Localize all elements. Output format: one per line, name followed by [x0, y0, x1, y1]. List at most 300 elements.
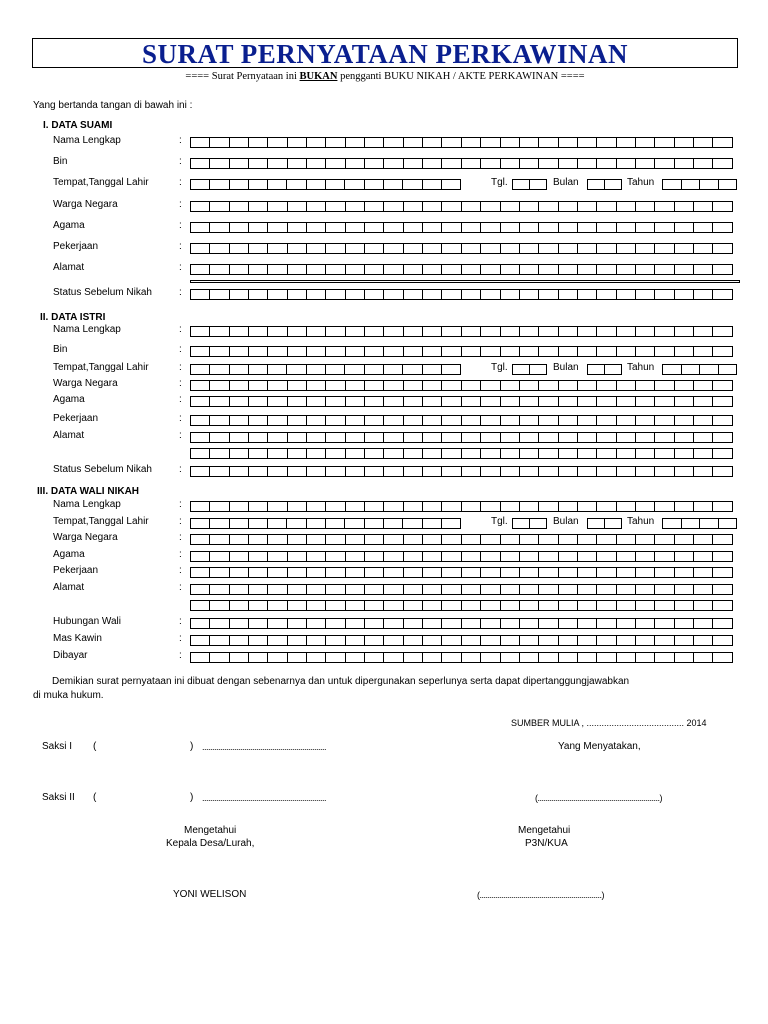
char-box[interactable]: [674, 326, 694, 337]
char-box[interactable]: [712, 346, 732, 357]
char-box[interactable]: [190, 584, 210, 595]
char-box[interactable]: [229, 201, 249, 212]
char-box[interactable]: [674, 432, 694, 443]
char-box[interactable]: [654, 501, 674, 512]
char-box[interactable]: [403, 158, 423, 169]
char-box[interactable]: [558, 396, 578, 407]
char-box[interactable]: [229, 635, 249, 646]
char-box[interactable]: [402, 179, 422, 190]
char-box[interactable]: [403, 584, 423, 595]
char-box[interactable]: [345, 635, 365, 646]
char-box[interactable]: [422, 289, 442, 300]
char-box[interactable]: [577, 243, 597, 254]
char-box[interactable]: [519, 635, 539, 646]
char-box[interactable]: [422, 501, 442, 512]
char-box[interactable]: [699, 179, 719, 190]
char-box[interactable]: [461, 432, 481, 443]
char-box[interactable]: [538, 466, 558, 477]
char-box[interactable]: [345, 264, 365, 275]
char-box[interactable]: [422, 364, 442, 375]
char-box[interactable]: [190, 364, 210, 375]
char-box[interactable]: [616, 326, 636, 337]
char-box[interactable]: [616, 618, 636, 629]
char-box[interactable]: [364, 137, 384, 148]
wali-dibayar-boxes[interactable]: [190, 652, 732, 663]
char-box[interactable]: [267, 222, 287, 233]
char-box[interactable]: [403, 567, 423, 578]
char-box[interactable]: [577, 635, 597, 646]
char-box[interactable]: [383, 264, 403, 275]
char-box[interactable]: [364, 396, 384, 407]
char-box[interactable]: [596, 326, 616, 337]
char-box[interactable]: [500, 346, 520, 357]
char-box[interactable]: [635, 158, 655, 169]
char-box[interactable]: [461, 618, 481, 629]
char-box[interactable]: [248, 584, 268, 595]
char-box[interactable]: [596, 567, 616, 578]
char-box[interactable]: [519, 432, 539, 443]
char-box[interactable]: [596, 534, 616, 545]
char-box[interactable]: [306, 501, 326, 512]
char-box[interactable]: [422, 448, 442, 459]
char-box[interactable]: [616, 534, 636, 545]
char-box[interactable]: [190, 137, 210, 148]
char-box[interactable]: [403, 289, 423, 300]
char-box[interactable]: [616, 222, 636, 233]
char-box[interactable]: [558, 618, 578, 629]
char-box[interactable]: [306, 179, 326, 190]
char-box[interactable]: [248, 380, 268, 391]
char-box[interactable]: [229, 326, 249, 337]
char-box[interactable]: [674, 501, 694, 512]
char-box[interactable]: [383, 432, 403, 443]
char-box[interactable]: [712, 201, 732, 212]
char-box[interactable]: [364, 635, 384, 646]
char-box[interactable]: [441, 243, 461, 254]
char-box[interactable]: [209, 158, 229, 169]
char-box[interactable]: [229, 432, 249, 443]
char-box[interactable]: [422, 466, 442, 477]
char-box[interactable]: [306, 466, 326, 477]
char-box[interactable]: [306, 396, 326, 407]
char-box[interactable]: [558, 652, 578, 663]
char-box[interactable]: [306, 448, 326, 459]
char-box[interactable]: [403, 222, 423, 233]
char-box[interactable]: [500, 289, 520, 300]
char-box[interactable]: [577, 567, 597, 578]
char-box[interactable]: [693, 448, 713, 459]
char-box[interactable]: [500, 415, 520, 426]
char-box[interactable]: [596, 432, 616, 443]
char-box[interactable]: [190, 600, 210, 611]
char-box[interactable]: [190, 501, 210, 512]
char-box[interactable]: [422, 635, 442, 646]
char-box[interactable]: [616, 346, 636, 357]
char-box[interactable]: [383, 501, 403, 512]
char-box[interactable]: [604, 364, 622, 375]
char-box[interactable]: [654, 222, 674, 233]
char-box[interactable]: [538, 222, 558, 233]
char-box[interactable]: [422, 600, 442, 611]
char-box[interactable]: [422, 222, 442, 233]
char-box[interactable]: [345, 415, 365, 426]
suami-bin-boxes[interactable]: [190, 158, 732, 169]
char-box[interactable]: [577, 600, 597, 611]
char-box[interactable]: [364, 415, 384, 426]
char-box[interactable]: [616, 635, 636, 646]
char-box[interactable]: [480, 448, 500, 459]
char-box[interactable]: [383, 652, 403, 663]
char-box[interactable]: [558, 567, 578, 578]
char-box[interactable]: [383, 448, 403, 459]
char-box[interactable]: [306, 346, 326, 357]
char-box[interactable]: [635, 264, 655, 275]
char-box[interactable]: [712, 618, 732, 629]
char-box[interactable]: [422, 584, 442, 595]
wali-alamat-line2[interactable]: [190, 600, 732, 611]
char-box[interactable]: [441, 137, 461, 148]
char-box[interactable]: [267, 179, 287, 190]
char-box[interactable]: [287, 534, 307, 545]
wali-alamat-boxes[interactable]: [190, 584, 732, 595]
char-box[interactable]: [422, 551, 442, 562]
char-box[interactable]: [286, 179, 306, 190]
char-box[interactable]: [383, 518, 403, 529]
char-box[interactable]: [519, 584, 539, 595]
char-box[interactable]: [616, 600, 636, 611]
char-box[interactable]: [287, 432, 307, 443]
sections.suami-tgl-boxes[interactable]: [512, 179, 546, 190]
char-box[interactable]: [461, 501, 481, 512]
char-box[interactable]: [616, 448, 636, 459]
char-box[interactable]: [345, 466, 365, 477]
char-box[interactable]: [519, 158, 539, 169]
char-box[interactable]: [287, 201, 307, 212]
char-box[interactable]: [325, 201, 345, 212]
char-box[interactable]: [500, 158, 520, 169]
char-box[interactable]: [325, 289, 345, 300]
char-box[interactable]: [248, 466, 268, 477]
char-box[interactable]: [229, 567, 249, 578]
char-box[interactable]: [587, 518, 605, 529]
char-box[interactable]: [461, 415, 481, 426]
char-box[interactable]: [267, 396, 287, 407]
char-box[interactable]: [345, 652, 365, 663]
char-box[interactable]: [480, 466, 500, 477]
char-box[interactable]: [209, 243, 229, 254]
char-box[interactable]: [681, 179, 701, 190]
char-box[interactable]: [480, 264, 500, 275]
char-box[interactable]: [461, 380, 481, 391]
char-box[interactable]: [480, 137, 500, 148]
char-box[interactable]: [500, 243, 520, 254]
char-box[interactable]: [190, 380, 210, 391]
char-box[interactable]: [616, 415, 636, 426]
char-box[interactable]: [248, 518, 268, 529]
char-box[interactable]: [403, 396, 423, 407]
char-box[interactable]: [325, 501, 345, 512]
char-box[interactable]: [422, 415, 442, 426]
char-box[interactable]: [441, 158, 461, 169]
char-box[interactable]: [306, 222, 326, 233]
char-box[interactable]: [712, 396, 732, 407]
wali-agama-boxes[interactable]: [190, 551, 732, 562]
char-box[interactable]: [712, 584, 732, 595]
char-box[interactable]: [248, 635, 268, 646]
char-box[interactable]: [402, 364, 422, 375]
char-box[interactable]: [500, 652, 520, 663]
istri-alamat-boxes[interactable]: [190, 432, 732, 443]
char-box[interactable]: [267, 243, 287, 254]
char-box[interactable]: [480, 567, 500, 578]
char-box[interactable]: [364, 179, 384, 190]
char-box[interactable]: [422, 158, 442, 169]
char-box[interactable]: [519, 264, 539, 275]
char-box[interactable]: [693, 415, 713, 426]
char-box[interactable]: [422, 652, 442, 663]
char-box[interactable]: [441, 501, 461, 512]
char-box[interactable]: [480, 396, 500, 407]
char-box[interactable]: [267, 380, 287, 391]
char-box[interactable]: [538, 584, 558, 595]
char-box[interactable]: [635, 618, 655, 629]
char-box[interactable]: [325, 326, 345, 337]
char-box[interactable]: [635, 635, 655, 646]
char-box[interactable]: [287, 137, 307, 148]
istri-pekerjaan-boxes[interactable]: [190, 415, 732, 426]
char-box[interactable]: [500, 551, 520, 562]
char-box[interactable]: [693, 201, 713, 212]
char-box[interactable]: [577, 432, 597, 443]
char-box[interactable]: [229, 243, 249, 254]
char-box[interactable]: [345, 534, 365, 545]
char-box[interactable]: [364, 158, 384, 169]
char-box[interactable]: [616, 158, 636, 169]
char-box[interactable]: [662, 179, 682, 190]
char-box[interactable]: [345, 551, 365, 562]
char-box[interactable]: [519, 448, 539, 459]
char-box[interactable]: [674, 466, 694, 477]
char-box[interactable]: [422, 518, 442, 529]
char-box[interactable]: [693, 618, 713, 629]
sections.wali-tahun-boxes[interactable]: [662, 518, 736, 529]
wali-nama-boxes[interactable]: [190, 501, 732, 512]
char-box[interactable]: [693, 635, 713, 646]
char-box[interactable]: [344, 518, 364, 529]
char-box[interactable]: [558, 326, 578, 337]
char-box[interactable]: [403, 501, 423, 512]
char-box[interactable]: [616, 551, 636, 562]
char-box[interactable]: [480, 534, 500, 545]
char-box[interactable]: [674, 201, 694, 212]
char-box[interactable]: [267, 567, 287, 578]
char-box[interactable]: [681, 518, 701, 529]
char-box[interactable]: [480, 415, 500, 426]
char-box[interactable]: [674, 380, 694, 391]
char-box[interactable]: [596, 264, 616, 275]
char-box[interactable]: [287, 289, 307, 300]
char-box[interactable]: [209, 396, 229, 407]
char-box[interactable]: [209, 518, 229, 529]
char-box[interactable]: [654, 635, 674, 646]
char-box[interactable]: [674, 264, 694, 275]
char-box[interactable]: [538, 158, 558, 169]
char-box[interactable]: [480, 635, 500, 646]
istri-status-boxes[interactable]: [190, 466, 732, 477]
char-box[interactable]: [287, 584, 307, 595]
char-box[interactable]: [383, 326, 403, 337]
char-box[interactable]: [674, 448, 694, 459]
suami-warga-boxes[interactable]: [190, 201, 732, 212]
char-box[interactable]: [500, 380, 520, 391]
char-box[interactable]: [441, 618, 461, 629]
char-box[interactable]: [558, 534, 578, 545]
char-box[interactable]: [461, 289, 481, 300]
suami-nama-boxes[interactable]: [190, 137, 732, 148]
char-box[interactable]: [712, 289, 732, 300]
char-box[interactable]: [693, 380, 713, 391]
char-box[interactable]: [500, 600, 520, 611]
char-box[interactable]: [538, 326, 558, 337]
char-box[interactable]: [325, 652, 345, 663]
char-box[interactable]: [461, 534, 481, 545]
char-box[interactable]: [287, 501, 307, 512]
char-box[interactable]: [306, 243, 326, 254]
char-box[interactable]: [287, 466, 307, 477]
char-box[interactable]: [190, 534, 210, 545]
char-box[interactable]: [325, 380, 345, 391]
char-box[interactable]: [229, 179, 249, 190]
char-box[interactable]: [441, 289, 461, 300]
char-box[interactable]: [558, 158, 578, 169]
char-box[interactable]: [596, 635, 616, 646]
char-box[interactable]: [248, 600, 268, 611]
char-box[interactable]: [681, 364, 701, 375]
char-box[interactable]: [209, 179, 229, 190]
char-box[interactable]: [577, 201, 597, 212]
char-box[interactable]: [577, 380, 597, 391]
char-box[interactable]: [596, 600, 616, 611]
char-box[interactable]: [635, 326, 655, 337]
char-box[interactable]: [383, 201, 403, 212]
char-box[interactable]: [422, 346, 442, 357]
char-box[interactable]: [654, 466, 674, 477]
char-box[interactable]: [441, 264, 461, 275]
char-box[interactable]: [693, 551, 713, 562]
char-box[interactable]: [461, 466, 481, 477]
char-box[interactable]: [209, 326, 229, 337]
char-box[interactable]: [441, 534, 461, 545]
char-box[interactable]: [267, 518, 287, 529]
char-box[interactable]: [422, 380, 442, 391]
char-box[interactable]: [441, 635, 461, 646]
char-box[interactable]: [596, 448, 616, 459]
char-box[interactable]: [635, 567, 655, 578]
char-box[interactable]: [674, 137, 694, 148]
char-box[interactable]: [248, 567, 268, 578]
char-box[interactable]: [480, 158, 500, 169]
char-box[interactable]: [461, 137, 481, 148]
char-box[interactable]: [519, 600, 539, 611]
char-box[interactable]: [596, 380, 616, 391]
char-box[interactable]: [229, 448, 249, 459]
char-box[interactable]: [461, 396, 481, 407]
char-box[interactable]: [190, 179, 210, 190]
char-box[interactable]: [461, 326, 481, 337]
char-box[interactable]: [364, 518, 384, 529]
char-box[interactable]: [654, 600, 674, 611]
char-box[interactable]: [364, 364, 384, 375]
char-box[interactable]: [190, 264, 210, 275]
char-box[interactable]: [712, 222, 732, 233]
char-box[interactable]: [718, 518, 738, 529]
char-box[interactable]: [674, 618, 694, 629]
char-box[interactable]: [422, 396, 442, 407]
char-box[interactable]: [480, 222, 500, 233]
char-box[interactable]: [422, 534, 442, 545]
char-box[interactable]: [654, 201, 674, 212]
char-box[interactable]: [693, 432, 713, 443]
char-box[interactable]: [190, 518, 210, 529]
char-box[interactable]: [577, 501, 597, 512]
char-box[interactable]: [538, 201, 558, 212]
char-box[interactable]: [287, 346, 307, 357]
char-box[interactable]: [229, 618, 249, 629]
char-box[interactable]: [209, 551, 229, 562]
char-box[interactable]: [596, 396, 616, 407]
char-box[interactable]: [519, 551, 539, 562]
char-box[interactable]: [422, 567, 442, 578]
char-box[interactable]: [558, 635, 578, 646]
char-box[interactable]: [558, 264, 578, 275]
char-box[interactable]: [699, 364, 719, 375]
char-box[interactable]: [596, 584, 616, 595]
char-box[interactable]: [596, 158, 616, 169]
char-box[interactable]: [209, 222, 229, 233]
char-box[interactable]: [248, 326, 268, 337]
char-box[interactable]: [345, 432, 365, 443]
char-box[interactable]: [693, 158, 713, 169]
char-box[interactable]: [558, 137, 578, 148]
char-box[interactable]: [325, 396, 345, 407]
char-box[interactable]: [248, 137, 268, 148]
char-box[interactable]: [693, 137, 713, 148]
char-box[interactable]: [577, 584, 597, 595]
char-box[interactable]: [267, 432, 287, 443]
char-box[interactable]: [248, 201, 268, 212]
char-box[interactable]: [693, 289, 713, 300]
char-box[interactable]: [209, 346, 229, 357]
sections.suami-ttl-place-boxes[interactable]: [190, 179, 460, 190]
char-box[interactable]: [538, 501, 558, 512]
char-box[interactable]: [345, 448, 365, 459]
char-box[interactable]: [209, 289, 229, 300]
char-box[interactable]: [674, 415, 694, 426]
char-box[interactable]: [306, 137, 326, 148]
char-box[interactable]: [538, 551, 558, 562]
char-box[interactable]: [519, 567, 539, 578]
char-box[interactable]: [287, 551, 307, 562]
char-box[interactable]: [604, 518, 622, 529]
char-box[interactable]: [712, 600, 732, 611]
char-box[interactable]: [500, 567, 520, 578]
char-box[interactable]: [500, 432, 520, 443]
char-box[interactable]: [229, 600, 249, 611]
char-box[interactable]: [383, 243, 403, 254]
char-box[interactable]: [538, 396, 558, 407]
char-box[interactable]: [325, 466, 345, 477]
char-box[interactable]: [306, 432, 326, 443]
